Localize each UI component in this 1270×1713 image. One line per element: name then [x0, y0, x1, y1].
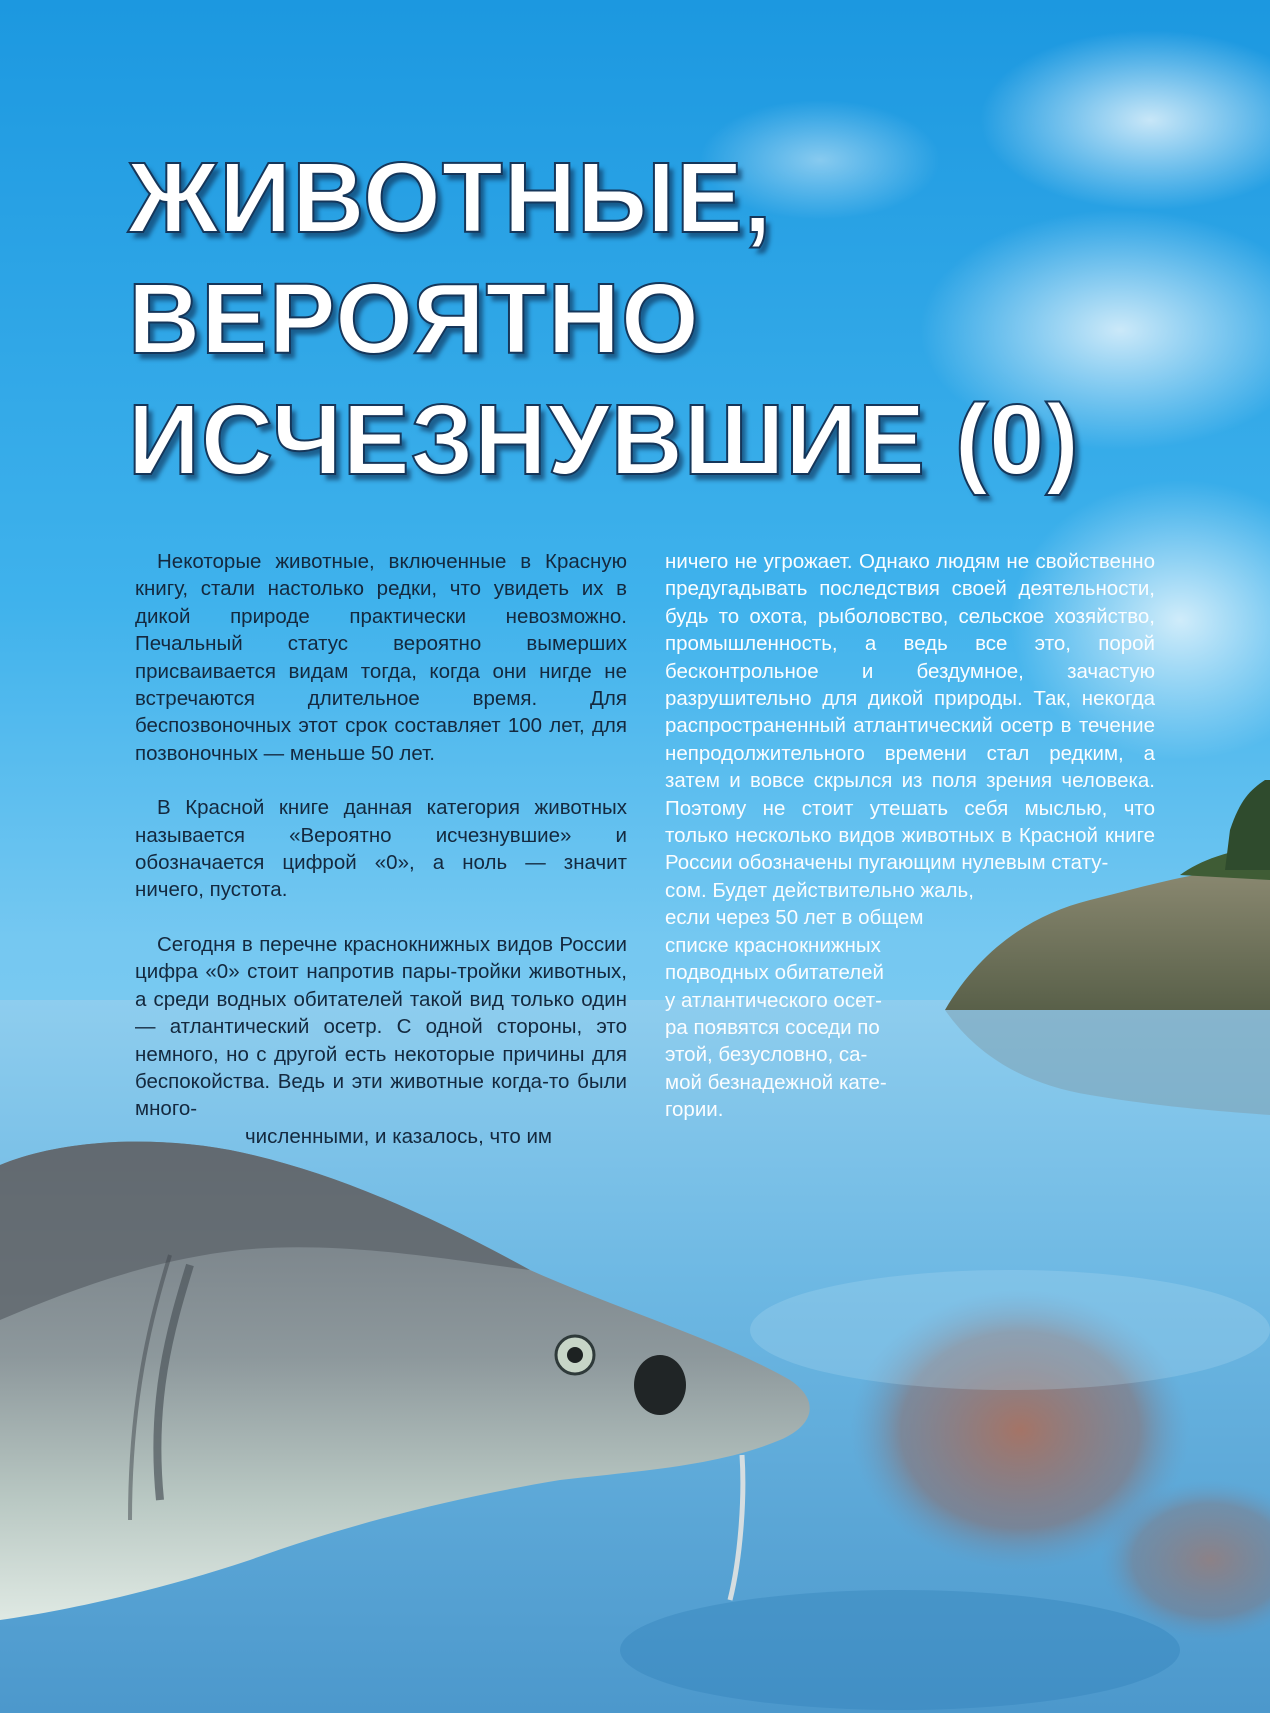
paragraph: Сегодня в перечне краснокнижных видов России цифра «0» стоит напротив пары-тройки животных, а среди водных обитателей такой вид только один — атлантический осетр. С одной стороны, это немного, но с другой есть некоторые причины для беспокойства. Ведь и эти животные когда-то были много-: [135, 932, 627, 1121]
paragraph: Некоторые животные, включенные в Красную книгу, стали настолько редки, что увидеть их в дикой природе практически невозможно. Печальный статус вероятно вымерших присваивается видам тогда, когда они нигде не встречаются длительное время. Для беспозвоночных этот срок составляет 100 лет, для позвоночных — меньше 50 лет.: [135, 550, 627, 765]
text-line: гории.: [665, 1098, 724, 1122]
text-column-left: [135, 548, 627, 1150]
text-line: этой, безусловно, са-: [665, 1043, 868, 1067]
text-line: у атлантического осет-: [665, 988, 883, 1012]
text-line: списке краснокнижных: [665, 933, 881, 957]
paragraph-tail-line: численными, и казалось, что им: [245, 1124, 552, 1148]
text-line: мой безнадежной кате-: [665, 1070, 887, 1094]
text-column-right: [665, 548, 1155, 1124]
paragraph: ничего не угрожает. Однако людям не свойственно предугадывать последствия своей деятельности, будь то охота, рыболовство, сельское хозяйство, промышленность, а ведь все это, порой бесконтрольное и бездумное, зачастую разрушительно для дикой природы. Так, некогда распространенный атлантический осетр в течение непродолжительного времени стал редким, а затем и вовсе скрылся из поля зрения человека. Поэтому не стоит утешать себя мыслью, что только несколько видов животных в Красной книге России обозначены пугающим нулевым стату-: [665, 550, 1155, 875]
text-line: ра появятся соседи по: [665, 1015, 880, 1039]
text-line: если через 50 лет в общем: [665, 906, 924, 930]
text-line: подводных обитателей: [665, 961, 884, 985]
text-line: сом. Будет действительно жаль,: [665, 878, 974, 902]
page-title: ЖИВОТНЫЕ, ВЕРОЯТНО ИСЧЕЗНУВШИЕ (0): [128, 142, 1080, 496]
paragraph: В Красной книге данная категория животных называется «Вероятно исчезнувшие» и обозначается цифрой «0», а ноль — значит ничего, пустота.: [135, 796, 627, 902]
